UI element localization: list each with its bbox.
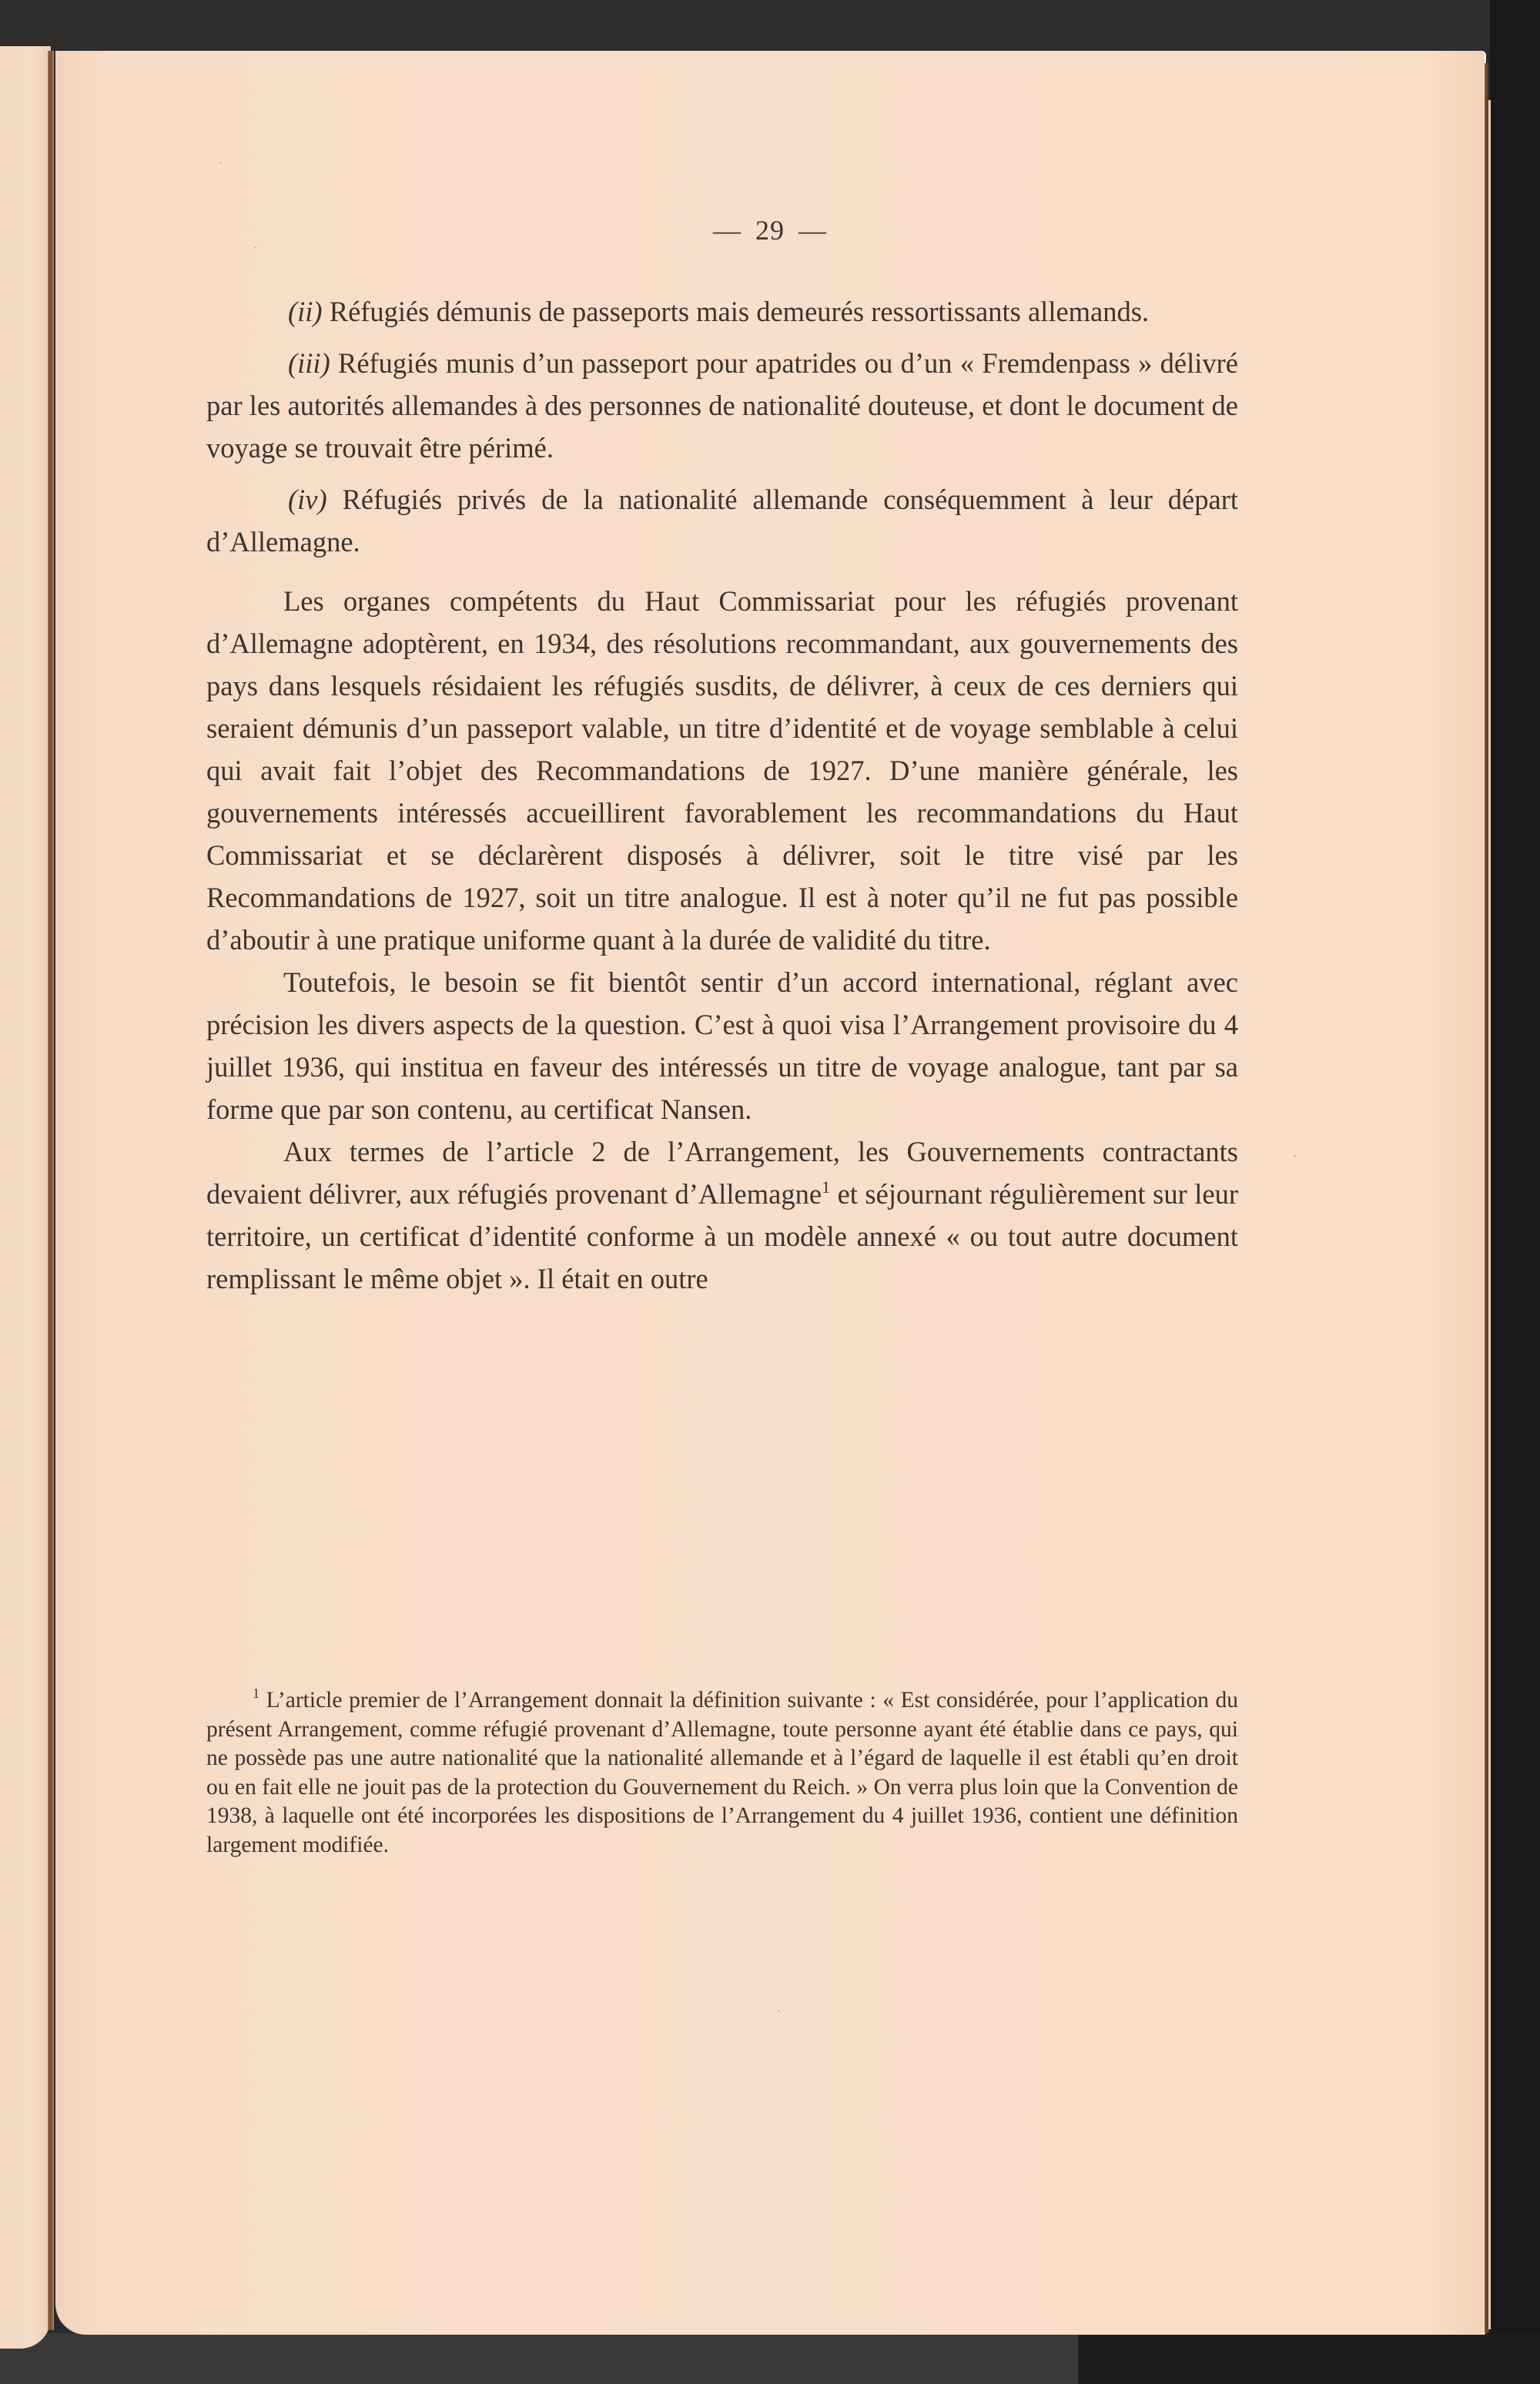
page-stack-edge-highlight: [1488, 100, 1491, 2329]
list-item-iii: [206, 342, 1238, 469]
footnotes: [206, 1686, 1238, 1860]
list-marker: (iii): [288, 347, 330, 379]
list-item-iv: [206, 478, 1238, 563]
scan-background-bottom-right: [1078, 2333, 1540, 2384]
footnote-1: [206, 1686, 1238, 1860]
scan-background-top: [0, 0, 1540, 54]
list-item-text: Réfugiés démunis de passeports mais demeurés ressortissants allemands.: [322, 296, 1150, 327]
paragraph-organes: Les organes compétents du Haut Commissariat pour les réfugiés provenant d’Allemagne adoptèrent, en 1934, des résolutions recommandant, aux gouvernements des pays dans lesquels résidaient les réfugiés susdits, de délivrer, à ceux de ces derniers qui seraient démunis d’un passeport valable, un titre d’identité et de voyage semblable à celui qui avait fait l’objet des Recommandations de 1927. D’une manière générale, les gouvernements intéressés accueillirent favorablement les recommandations du Haut Commissariat et se déclarèrent disposés à délivrer, soit le titre visé par les Recommandations de 1927, soit un titre analogue. Il est à noter qu’il ne fut pas possible d’aboutir à une pratique uniforme quant à la durée de validité du titre.: [206, 585, 1238, 956]
paper-speck: [1294, 1155, 1296, 1157]
page-number: — 29 —: [713, 215, 827, 246]
facing-page-edge: [0, 46, 51, 2349]
scan-background-right: [1490, 0, 1540, 2384]
list-item-ii: [206, 290, 1238, 333]
list-item-text: Réfugiés munis d’un passeport pour apatrides ou d’un « Fremdenpass » délivré par les autorités allemandes à des personnes de nationalité douteuse, et dont le document de voyage se trouvait être périmé.: [206, 347, 1238, 464]
paragraph-text: et séjournant régulièrement sur leur territoire, un certificat d’identité conforme à un modèle annexé « ou tout autre document remplissant le même objet ». Il était en outre: [206, 1178, 1238, 1294]
list-marker: (iv): [288, 484, 327, 515]
paragraph-toutefois: Toutefois, le besoin se fit bientôt sentir d’un accord international, réglant avec précision les divers aspects de la question. C’est à quoi visa l’Arrangement provisoire du 4 juillet 1936, qui institua en faveur des intéressés un titre de voyage analogue, tant par sa forme que par son contenu, au certificat Nansen.: [206, 966, 1238, 1125]
footnote-text: L’article premier de l’Arrangement donnait la définition suivante : « Est considérée, pour l’application du présent Arrangement, comme réfugié provenant d’Allemagne, toute personne ayant été établie dans ce pays, qui ne possède pas une autre nationalité que la nationalité allemande et à l’égard de laquelle il est établi qu’en droit ou en fait elle ne jouit pas de la protection du Gouvernement du Reich. » On verra plus loin que la Convention de 1938, à laquelle ont été incorporées les dispositions de l’Arrangement du 4 juillet 1936, contient une définition largement modifiée.: [206, 1688, 1238, 1857]
paper-speck: [778, 2010, 780, 2012]
paper-speck: [254, 246, 256, 249]
list-marker: (ii): [288, 296, 323, 327]
paragraph-aux-termes: [206, 1130, 1238, 1300]
book-gutter: [48, 51, 54, 2330]
paper-speck: [219, 162, 222, 164]
footnote-reference[interactable]: 1: [822, 1177, 831, 1197]
footnote-marker: 1: [253, 1686, 259, 1701]
list-item-text: Réfugiés privés de la nationalité allemande conséquemment à leur départ d’Allemagne.: [206, 484, 1238, 557]
body-text: [206, 290, 1238, 1300]
paragraph-text: Aux termes de l’article 2 de l’Arrangement, les Gouvernements contractants devaient délivrer, aux réfugiés provenant d’Allemagne: [206, 1136, 1238, 1210]
